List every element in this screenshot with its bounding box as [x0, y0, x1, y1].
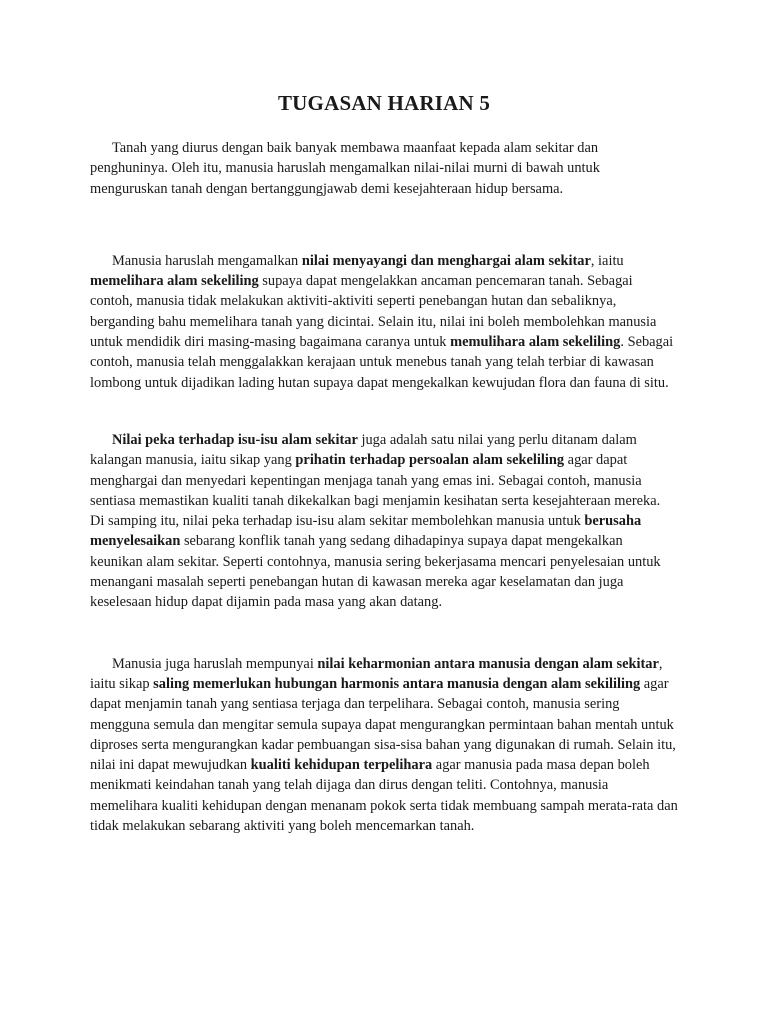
bold-phrase: memelihara alam sekeliling [90, 273, 259, 290]
paragraph-text: sebarang konflik tanah yang sedang dihadapinya supaya dapat mengekalkan keunikan alam sekitar. Seperti contohnya, manusia sering bekerjasama mencari penyelesaian untuk menangani masalah seperti penebangan hutan di kawasan mereka agar keselamatan dan juga keselesaan hidup dapat dijamin pada masa yang akan datang. [90, 533, 661, 611]
paragraph-text: , iaitu [590, 252, 624, 269]
document-title: TUGASAN HARIAN 5 [277, 91, 491, 115]
paragraph-text: Tanah yang diurus dengan baik banyak membawa maanfaat kepada alam sekitar dan penghuninya. Oleh itu, manusia haruslah mengamalkan nilai-nilai murni di bawah untuk menguruskan tanah dengan bertanggungjawab demi kesejahteraan hidup bersama. [90, 140, 600, 197]
paragraph-text: juga adalah satu nilai yang perlu ditanam dalam kalangan manusia, iaitu sikap yang [90, 431, 637, 469]
bold-phrase: prihatin terhadap persoalan alam sekeliling [295, 452, 565, 469]
paragraph-text: . Sebagai contoh, manusia telah menggalakkan kerajaan untuk menebus tanah yang telah terbiar di kawasan lombong untuk dijadikan lading hutan supaya dapat mengekalkan kewujudan flora dan fauna di situ. [90, 334, 674, 391]
bold-phrase: saling memerlukan hubungan harmonis antara manusia dengan alam sekililing [153, 675, 641, 692]
bold-phrase: memulihara alam sekeliling [450, 334, 621, 351]
paragraph-text: agar manusia pada masa depan boleh menikmati keindahan tanah yang telah dijaga dan dirus dengan teliti. Contohnya, manusia memelihara kualiti kehidupan dengan menanam pokok serta tidak membuang sampah merata-rata dan tidak melakukan sebarang aktiviti yang boleh mencemarkan tanah. [90, 757, 678, 835]
paragraph-nilai-peka [90, 430, 678, 613]
bold-phrase: Nilai peka terhadap isu-isu alam sekitar [112, 431, 358, 448]
paragraph-text: agar dapat menjamin tanah yang sentiasa terjaga dan terpelihara. Sebagai contoh, manusia sering mengguna semula dan mengitar semula supaya dapat mengurangkan permintaan bahan mentah untuk diproses serta mengurangkan kadar pembuangan sisa-sisa bahan yang digunakan di rumah. Selain itu, nilai ini dapat mewujudkan [90, 675, 676, 774]
bold-phrase: kualiti kehidupan terpelihara [250, 757, 433, 774]
bold-phrase: nilai menyayangi dan menghargai alam sekitar [301, 252, 591, 269]
paragraph-text: Manusia juga haruslah mempunyai [112, 655, 318, 672]
paragraph-text: Manusia haruslah mengamalkan [112, 252, 302, 269]
paragraph-text: , iaitu sikap [90, 655, 663, 692]
paragraph-text: supaya dapat mengelakkan ancaman pencemaran tanah. Sebagai contoh, manusia tidak melakukan aktiviti-aktiviti seperti penebangan hutan dan sebaliknya, berganding bahu memelihara tanah yang dicintai. Selain itu, nilai ini boleh membolehkan manusia untuk mendidik diri masing-masing bagaimana caranya untuk [90, 273, 657, 351]
paragraph-nilai-menyayangi [90, 251, 678, 393]
paragraph-text: agar dapat menghargai dan menyedari kepentingan menjaga tanah yang emas ini. Sebagai contoh, manusia sentiasa memastikan kualiti tanah dikekalkan bagi menjamin kesihatan serta kesejahteraan mereka. Di samping itu, nilai peka terhadap isu-isu alam sekitar membolehkan manusia untuk [90, 452, 661, 530]
bold-phrase: berusaha menyelesaikan [90, 513, 642, 550]
bold-phrase: nilai keharmonian antara manusia dengan alam sekitar [317, 655, 659, 672]
paragraph-intro [90, 138, 678, 199]
document-page [90, 88, 678, 836]
paragraph-nilai-keharmonian [90, 654, 678, 837]
